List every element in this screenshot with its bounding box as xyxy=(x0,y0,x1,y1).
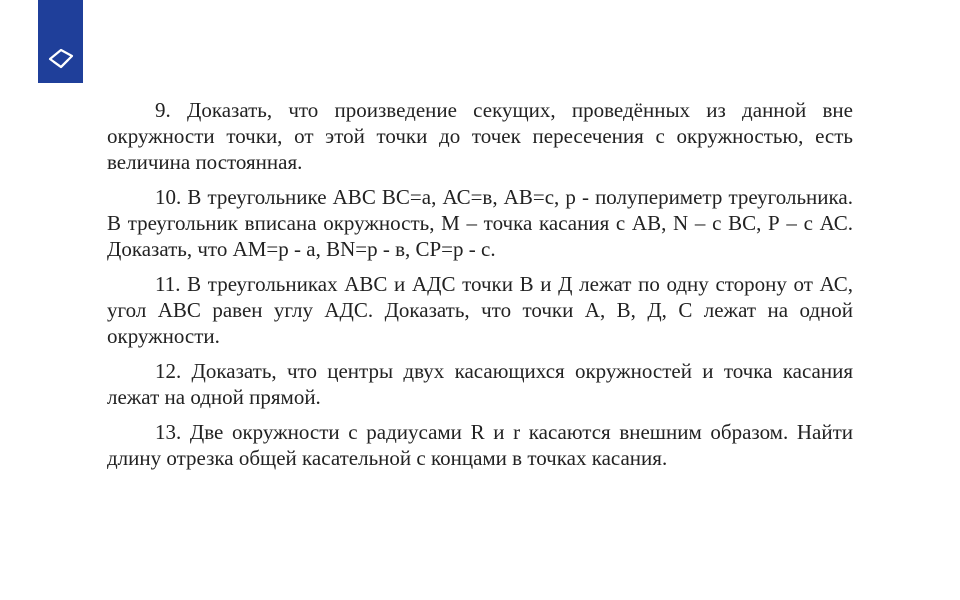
problem-12: 12. Доказать, что центры двух касающихся окружностей и точка касания лежат на одной прямой. xyxy=(107,359,853,409)
problem-10: 10. В треугольнике АВС ВС=а, АС=в, АВ=с, р - полупериметр треугольника. В треугольник вписана окружность, М – точка касания с АВ, N – с ВС, Р – с АС. Доказать, что АМ=р - а, ВN=р - в, СР=р - с. xyxy=(107,185,853,261)
problem-9: 9. Доказать, что произведение секущих, проведённых из данной вне окружности точки, от этой точки до точек пересечения с окружностью, есть величина постоянная. xyxy=(107,98,853,174)
problem-11: 11. В треугольниках АВС и АДС точки В и Д лежат по одну сторону от АС, угол АВС равен углу АДС. Доказать, что точки А, В, Д, С лежат на одной окружности. xyxy=(107,272,853,348)
problem-list xyxy=(107,97,853,480)
problem-13: 13. Две окружности с радиусами R и r касаются внешним образом. Найти длину отрезка общей касательной с концами в точках касания. xyxy=(107,420,853,470)
logo-badge xyxy=(38,0,83,83)
open-book-icon xyxy=(47,45,75,73)
